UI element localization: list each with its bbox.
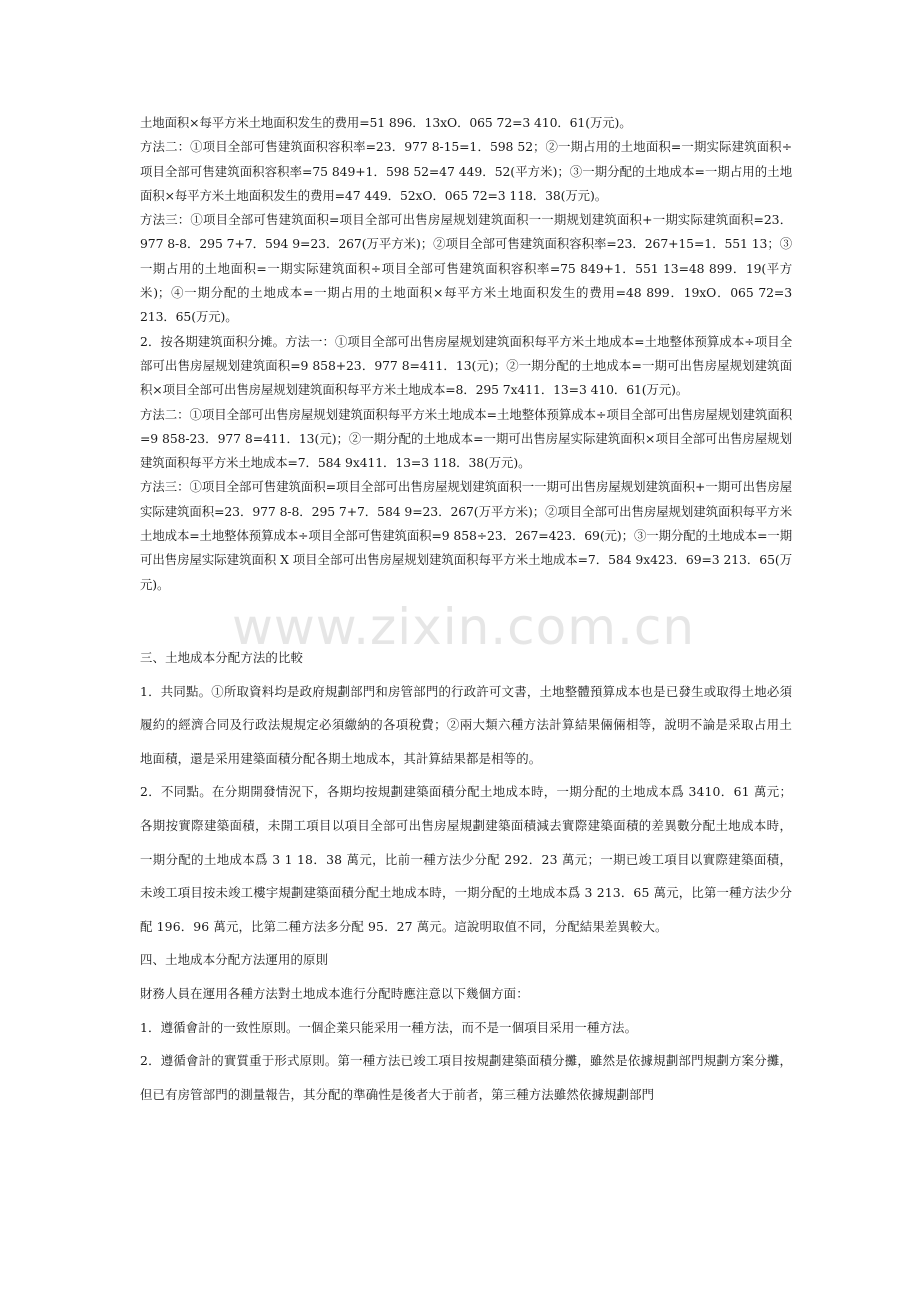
section-heading: 三、土地成本分配方法的比較 (140, 650, 304, 665)
paragraph: 方法三：①项目全部可售建筑面积=项目全部可出售房屋规划建筑面积一一期规划建筑面积+一期实际建筑面积=23．977 8-8．295 7+7．594 9=23．267(万平方米)；②项目全部可售建筑面积容积率=23．267+15=1．551 13；③一期占用的土地面积=一期实际建筑面积÷项目全部可售建筑面积容积率=75 849+1．551 13=48 899．19(平方米)；④一期分配的土地成本=一期占用的土地面积×每平方米土地面积发生的费用=48 899．19xO．065 72=3 213．65(万元)。 (140, 212, 792, 325)
paragraph: 土地面积×每平方米土地面积发生的费用=51 896．13xO．065 72=3 410．61(万元)。 (140, 115, 632, 130)
paragraph: 1．共同點。①所取資料均是政府規劃部門和房管部門的行政許可文書，土地整體預算成本也是已發生或取得土地必須履約的經濟合同及行政法規規定必須繳納的各項稅費；②兩大類六種方法計算結果倆倆相等，說明不論是采取占用土地面積，還是采用建築面積分配各期土地成本，其計算結果都是相等的。 (140, 683, 792, 766)
paragraph: 2．不同點。在分期開發情況下，各期均按規劃建築面積分配土地成本時，一期分配的土地成本爲 3410．61 萬元；各期按實際建築面積，未開工項目以項目全部可出售房屋規劃建築面積減去實際建築面積的差異數分配土地成本時，一期分配的土地成本爲 3 1 18．38 萬元，比前一種方法少分配 292．23 萬元；一期已竣工項目以實際建築面積，未竣工項目按未竣工樓宇規劃建築面積分配土地成本時，一期分配的土地成本爲 3 213．65 萬元，比第一種方法少分配 196．96 萬元，比第二種方法多分配 95．27 萬元。這說明取值不同，分配結果差異較大。 (140, 784, 792, 934)
calculation-section (140, 111, 792, 597)
paragraph: 2．遵循會計的實質重于形式原則。第一種方法已竣工項目按規劃建築面積分攤，雖然是依據規劃部門規劃方案分攤，但已有房管部門的測量報告，其分配的準确性是後者大于前者，第三種方法雖然依據規劃部門 (140, 1053, 792, 1102)
section-heading: 四、土地成本分配方法運用的原則 (140, 952, 329, 968)
paragraph: 財務人員在運用各種方法對土地成本進行分配時應注意以下幾個方面： (140, 985, 529, 1001)
watermark-text: www.zixin.com.cn (232, 598, 696, 656)
paragraph: 方法二：①项目全部可出售房屋规划建筑面积每平方米土地成本=土地整体预算成本÷项目全部可出售房屋规划建筑面积=9 858-23．977 8=411．13(元)；②一期分配的土地成本=一期可出售房屋实际建筑面积×项目全部可出售房屋规划建筑面积每平方米土地成本=7．584 9x411．13=3 118．38(万元)。 (140, 406, 792, 471)
paragraph: 2．按各期建筑面积分摊。方法一：①项目全部可出售房屋规划建筑面积每平方米土地成本=土地整体预算成本÷项目全部可出售房屋规划建筑面积=9 858+23．977 8=411．13(元)；②一期分配的土地成本=一期可出售房屋规划建筑面积×项目全部可出售房屋规划建筑面积每平方米土地成本=8．295 7x411．13=3 410．61(万元)。 (140, 333, 792, 398)
comparison-section (140, 641, 792, 1111)
paragraph: 方法二：①项目全部可售建筑面积容积率=23．977 8-15=1．598 52；②一期占用的土地面积=一期实际建筑面积÷项目全部可售建筑面积容积率=75 849+1．598 52=47 449．52(平方米)；③一期分配的土地成本=一期占用的土地面积×每平方米土地面积发生的费用=47 449．52xO．065 72=3 118．38(万元)。 (140, 139, 792, 203)
paragraph: 1．遵循會計的一致性原則。一個企業只能采用一種方法，而不是一個項目采用一種方法。 (140, 1019, 638, 1035)
paragraph: 方法三：①项目全部可售建筑面积=项目全部可出售房屋规划建筑面积一一期可出售房屋规划建筑面积+一期可出售房屋实际建筑面积=23．977 8-8．295 7+7．584 9=23．267(万平方米)；②项目全部可出售房屋规划建筑面积每平方米土地成本=土地整体预算成本÷项目全部可售建筑面积=9 858÷23．267=423．69(元)；③一期分配的土地成本=一期可出售房屋实际建筑面积 X 项目全部可出售房屋规划建筑面积每平方米土地成本=7．584 9x423．69=3 213．65(万元)。 (140, 479, 792, 592)
